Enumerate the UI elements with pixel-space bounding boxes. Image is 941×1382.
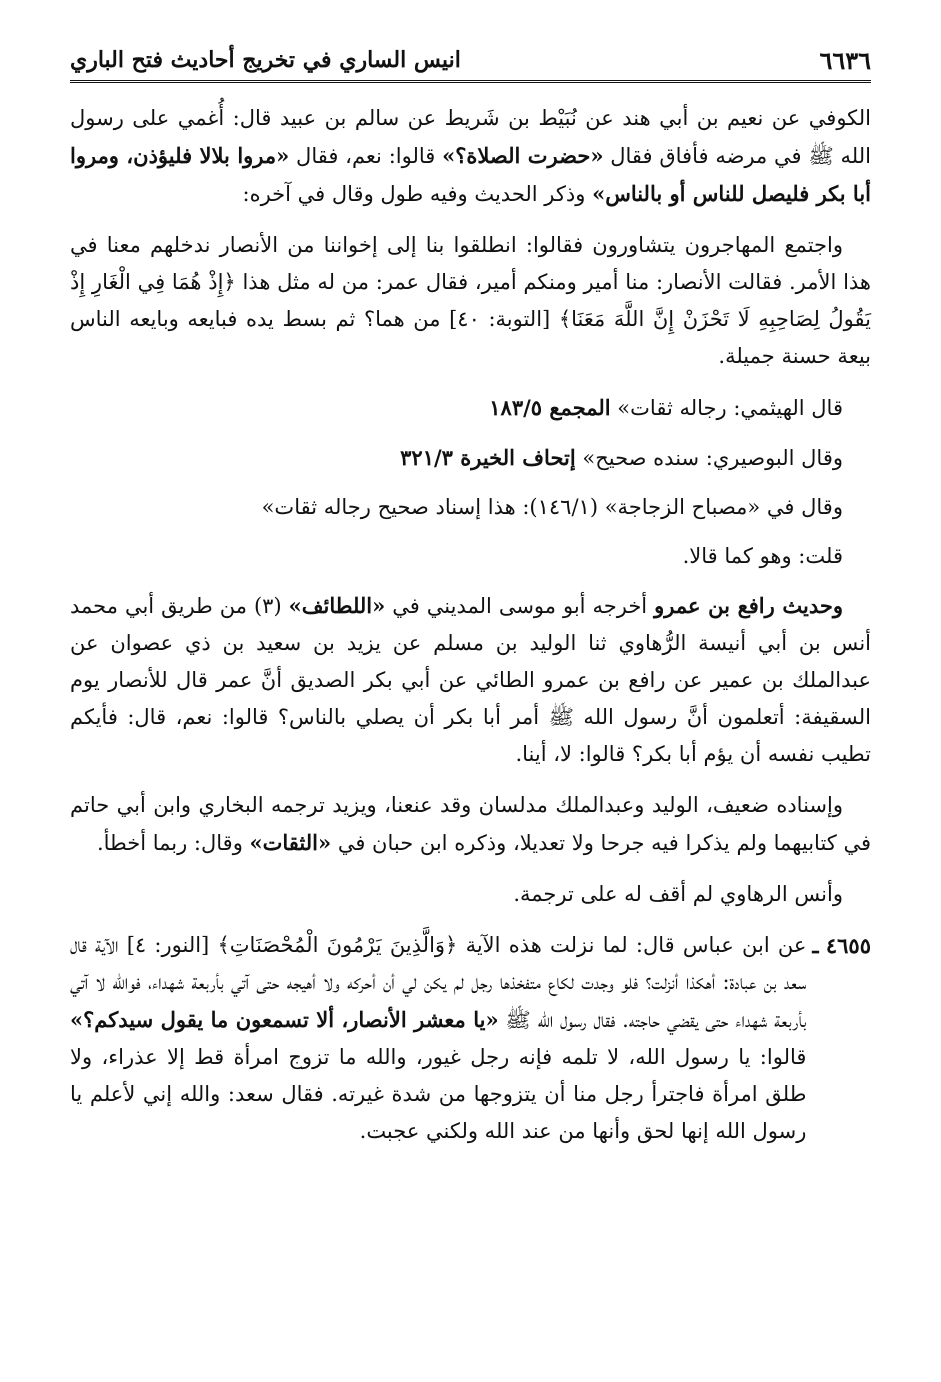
text-span: قالوا: نعم، فقال (289, 144, 443, 168)
hadith-name-bold: وحديث رافع بن عمرو (654, 593, 843, 618)
hadith-text (70, 927, 806, 1150)
page-number: ٦٦٣٦ (819, 45, 871, 75)
hadith-number: ٤٦٥٥ ـ (812, 933, 871, 958)
text-span: وإسناده ضعيف، الوليد وعبدالملك مدلسان وقد عنعنا، ويزيد ترجمه البخاري وابن أبي حاتم في كتابيهما ولم يذكرا فيه جرحا ولا تعديلا، وذكره ابن حبان في (70, 793, 871, 855)
text-span: [النور: ٤] الآية قال سعد بن عبادة: أهكذا أنزلت؟ فلو وجدت لكاع متفخذها رجل لم يكن لي أن أحركه ولا أهيجه حتى آتي بأربعة شهداء، فوالله لا آتي بأربعة شهداء حتى يقضي حاجته. فقال رسول الله ﷺ (70, 933, 807, 1032)
quote-bold: «مروا بلالا فليؤذن، ومروا أبا بكر فليصل للناس أو بالناس» (70, 143, 871, 206)
text-span: [التوبة: ٤٠] من هما؟ ثم بسط يده فبايعه وبايعه الناس بيعة حسنة جميلة. (70, 307, 871, 368)
page-header (70, 40, 871, 83)
hadith-4655 (70, 927, 871, 1150)
text-span: عن ابن عباس قال: لما نزلت هذه الآية (457, 933, 807, 957)
quran-verse: ﴿إِذْ هُمَا فِي الْغَارِ إِذْ يَقُولُ لِصَاحِبِهِ لَا تَحْزَنْ إِنَّ اللَّهَ مَعَنَا﴾ (70, 270, 871, 331)
text-span: وقال البوصيري: سنده صحيح» (575, 446, 843, 470)
note-zujaja: وقال في «مصباح الزجاجة» (١٤٦/١): هذا إسناد صحيح رجاله ثقات» (261, 495, 843, 519)
quote-bold: «حضرت الصلاة؟» (442, 143, 604, 168)
text-span: قال الهيثمي: رجاله ثقات» (610, 396, 843, 420)
text-span: قالوا: يا رسول الله، لا تلمه فإنه رجل غيور، والله ما تزوج امرأة قط إلا عذراء، ولا طلق امرأة فاجترأ رجل منا أن يتزوجها من شدة غيرته. فقال سعد: والله إني لأعلم يا رسول الله إنها لحق وأنها من عند الله ولكني عجبت. (70, 1045, 807, 1143)
source-ref: المجمع ١٨٣/٥ (489, 395, 611, 420)
quote-bold: «يا معشر الأنصار، ألا تسمعون ما يقول سيدكم؟» (70, 1007, 499, 1032)
text-span: وذكر الحديث وفيه طول وقال في آخره: (242, 182, 593, 206)
book-title: انيس الساري في تخريج أحاديث فتح الباري (70, 47, 461, 73)
book-name-bold: «الثقات» (249, 830, 332, 855)
note-busiri (70, 439, 871, 477)
paragraph-anas: وأنس الرهاوي لم أقف له على ترجمة. (513, 882, 843, 906)
text-span: الكوفي عن نعيم بن أبي هند عن نُبَيْط بن شَريط عن سالم بن عبيد قال: أُغمي على رسول الله ﷺ في مرضه فأفاق فقال (70, 106, 871, 168)
note-qultu: قلت: وهو كما قالا. (682, 544, 843, 568)
note-haythami (70, 389, 871, 427)
paragraph-saqifa (70, 227, 871, 375)
source-ref: إتحاف الخيرة ٣٢١/٣ (400, 445, 576, 470)
text-span: (٣) من طريق أبي محمد أنس بن أبي أنيسة الرُّهاوي ثنا الوليد بن مسلم عن يزيد بن سعيد بن ذي عصوان عن عبدالملك بن عمير عن رافع بن عمرو الطائي عن أبي بكر الصديق أنَّ عمر قال للأنصار يوم السقيفة: أتعلمون أنَّ رسول الله ﷺ أمر أبا بكر أن يصلي بالناس؟ قالوا: نعم، قال: فأيكم تطيب نفسه أن يؤم أبا بكر؟ قالوا: لا، أينا. (70, 594, 871, 766)
text-span: أخرجه أبو موسى المديني في (385, 594, 655, 618)
paragraph-rafi (70, 587, 871, 773)
quran-verse: ﴿وَالَّذِينَ يَرْمُونَ الْمُحْصَنَاتِ﴾ (217, 933, 458, 957)
text-span: واجتمع المهاجرون يتشاورون فقالوا: انطلقوا بنا إلى إخواننا من الأنصار ندخلهم معنا في هذا الأمر. فقالت الأنصار: منا أمير ومنكم أمير، فقال عمر: من له مثل هذا (70, 233, 871, 294)
page-body (70, 100, 871, 1164)
paragraph-salim-hadith (70, 100, 871, 213)
text-span: وقال: ربما أخطأ. (96, 831, 250, 855)
paragraph-isnad (70, 787, 871, 862)
book-name-bold: «اللطائف» (288, 593, 386, 618)
